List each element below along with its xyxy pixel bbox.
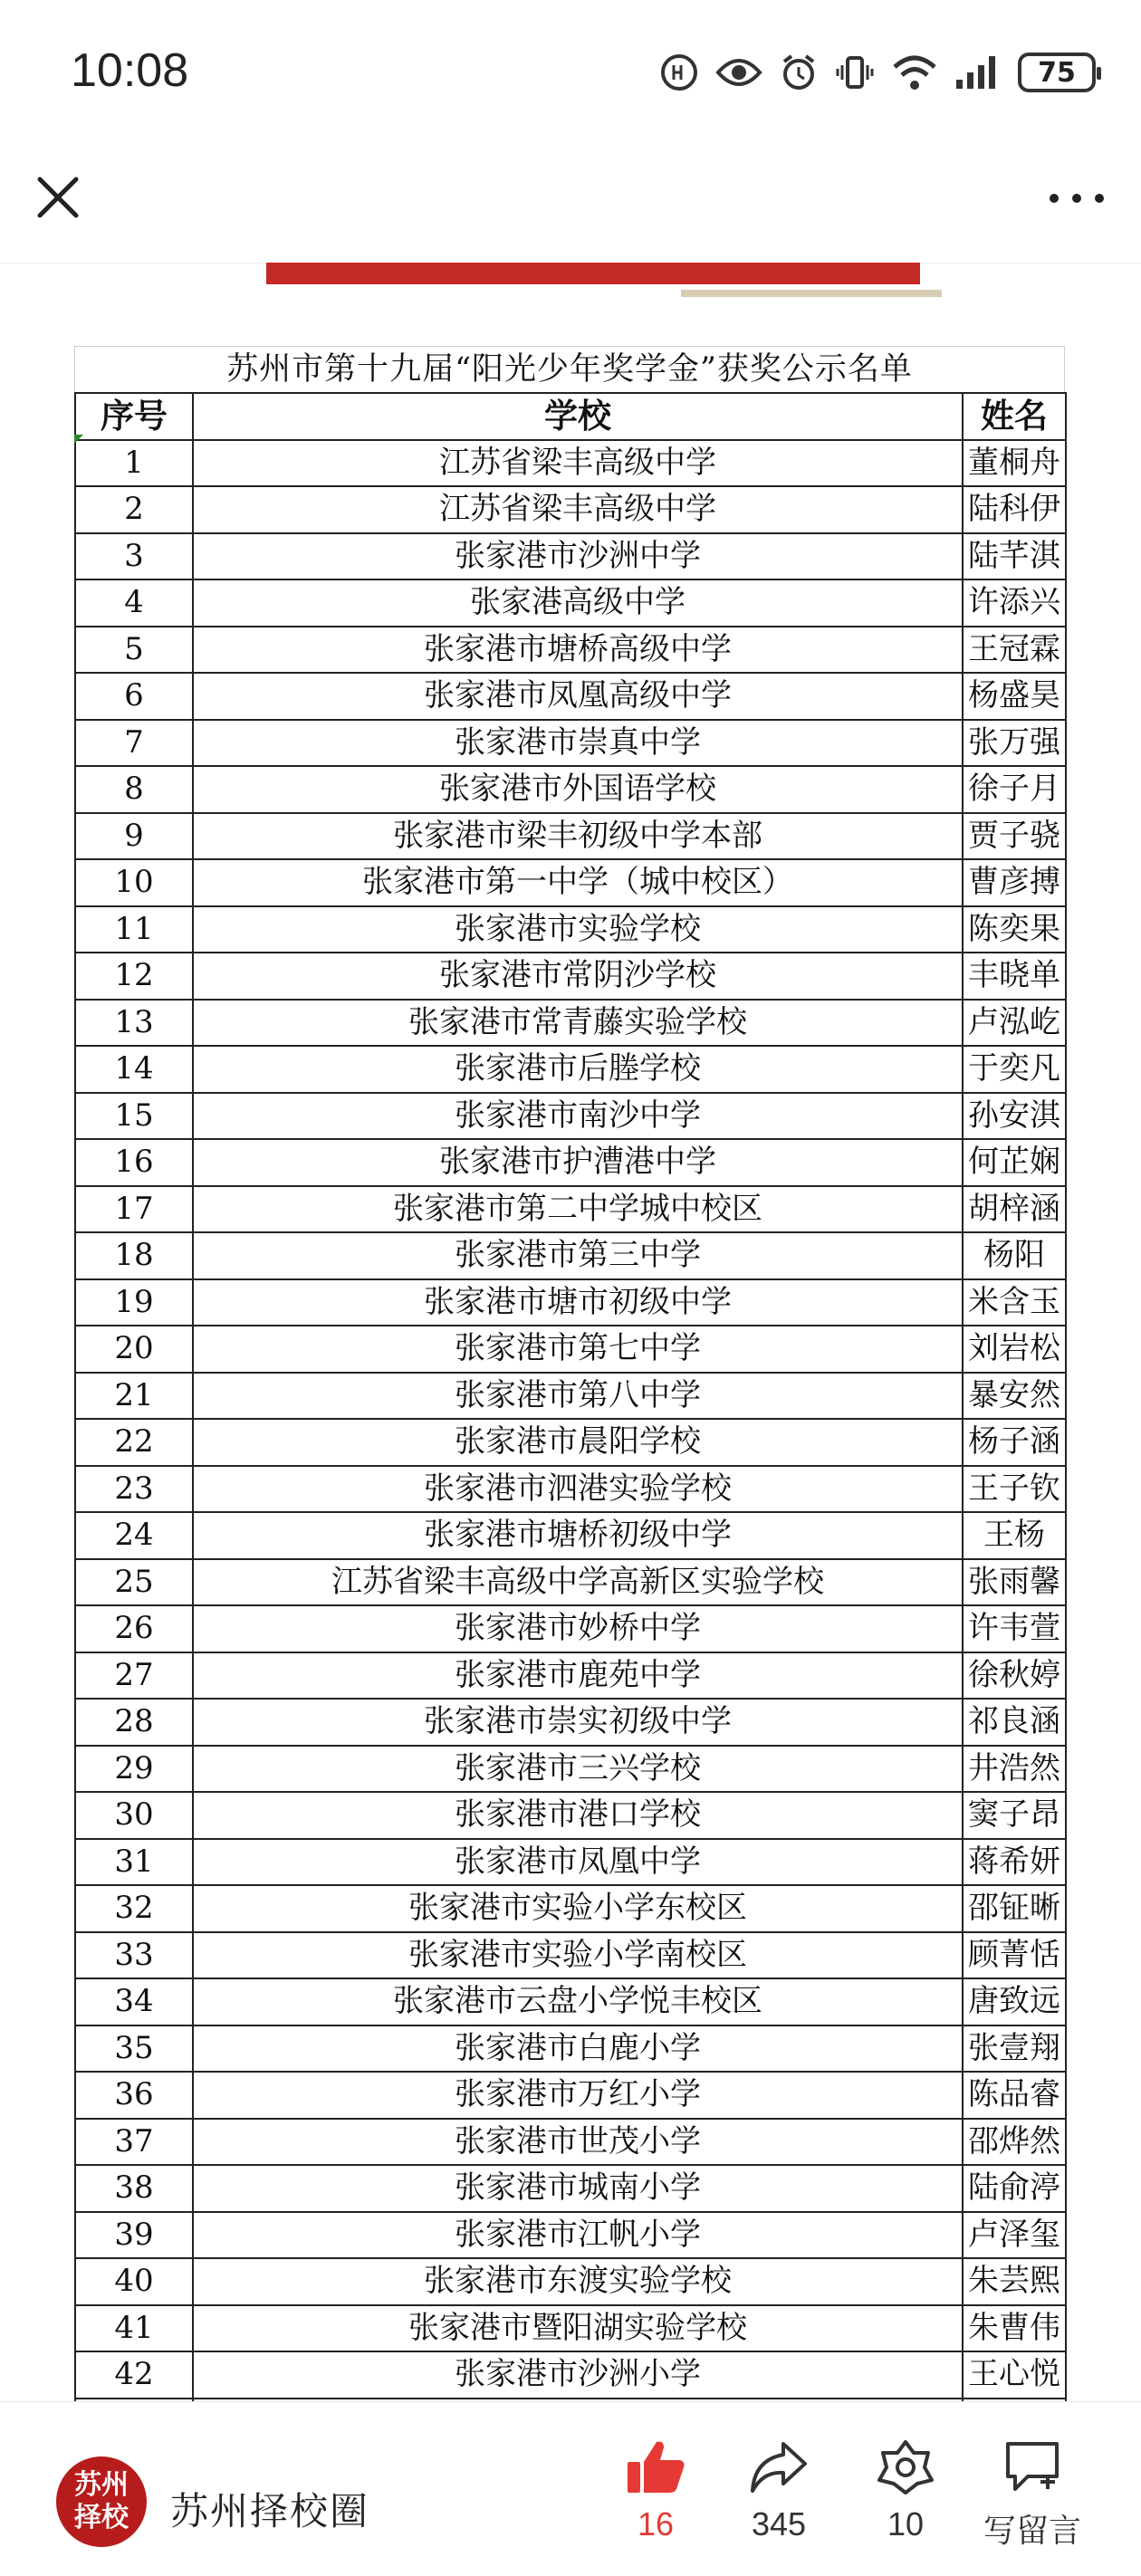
row-student-name: 唐致远 [963,1978,1066,2025]
row-number: 18 [75,1232,193,1279]
row-school: 张家港市塘桥高级中学 [193,627,963,674]
favorite-icon [874,2438,937,2496]
thumbs-up-icon [624,2438,687,2496]
table-title: 苏州市第十九届“阳光少年奖学金”获奖公示名单 [74,346,1065,392]
row-number: 7 [75,720,193,767]
table-row [75,2025,1066,2073]
row-student-name: 井浩然 [963,1746,1066,1793]
row-student-name: 胡梓涵 [963,1186,1066,1233]
favorite-count: 10 [887,2505,925,2542]
close-icon[interactable] [33,172,83,223]
status-time: 10:08 [71,44,189,97]
row-school: 张家港市南沙中学 [193,1093,963,1140]
table-row [75,1466,1066,1513]
row-school: 张家港市崇实初级中学 [193,1699,963,1746]
row-student-name: 曹彦搏 [963,859,1066,906]
table-row [75,1139,1066,1186]
row-school: 张家港市晨阳学校 [193,1419,963,1466]
table-row [75,1279,1066,1326]
comment-label: 写留言 [983,2513,1081,2550]
row-school: 张家港市沙洲小学 [193,2351,963,2399]
row-school: 江苏省梁丰高级中学 [193,486,963,533]
row-student-name: 祁良涵 [963,1699,1066,1746]
row-school: 张家港市塘市初级中学 [193,1279,963,1326]
row-school: 张家港市崇真中学 [193,720,963,767]
row-student-name: 刘岩松 [963,1326,1066,1373]
header-school: 学校 [193,393,963,440]
row-number: 16 [75,1139,193,1186]
row-student-name: 杨子涵 [963,1419,1066,1466]
row-student-name: 蒋希妍 [963,1839,1066,1886]
row-number: 8 [75,766,193,813]
table-row [75,813,1066,860]
row-number: 20 [75,1326,193,1373]
signal-icon [954,54,1002,91]
row-number: 28 [75,1699,193,1746]
row-student-name: 陆俞渟 [963,2165,1066,2212]
row-student-name: 邵钲晰 [963,1885,1066,1932]
row-student-name: 张壹翔 [963,2025,1066,2073]
favorite-button[interactable] [851,2438,960,2543]
table-row [75,1652,1066,1700]
table-row [75,440,1066,487]
row-student-name: 陈奕果 [963,906,1066,953]
row-number: 30 [75,1792,193,1839]
table-row [75,1373,1066,1420]
table-row [75,486,1066,533]
row-student-name: 卢泽玺 [963,2212,1066,2259]
table-row [75,1093,1066,1140]
row-student-name: 杨阳 [963,1232,1066,1279]
row-school: 张家港市白鹿小学 [193,2025,963,2073]
wifi-icon [891,53,938,92]
row-student-name: 贾子骁 [963,813,1066,860]
more-icon[interactable] [1045,185,1108,212]
row-number: 6 [75,673,193,720]
row-number: 4 [75,579,193,627]
row-school: 张家港市实验小学南校区 [193,1932,963,1979]
like-count: 16 [637,2505,675,2542]
row-number: 37 [75,2119,193,2166]
row-number: 9 [75,813,193,860]
avatar[interactable] [56,2456,147,2547]
row-school: 张家港市实验小学东校区 [193,1885,963,1932]
row-student-name: 陆芊淇 [963,533,1066,580]
status-bar [0,0,1141,145]
row-student-name: 朱芸熙 [963,2258,1066,2305]
row-number: 2 [75,486,193,533]
table-row [75,579,1066,627]
row-number: 36 [75,2072,193,2119]
row-school: 张家港高级中学 [193,579,963,627]
row-student-name: 陈品睿 [963,2072,1066,2119]
status-icons [659,47,1096,98]
table-row [75,1885,1066,1932]
table-row [75,2258,1066,2305]
row-student-name: 窦子昂 [963,1792,1066,1839]
table-body [75,440,1066,2492]
row-school: 张家港市常青藤实验学校 [193,1000,963,1047]
row-school: 张家港市鹿苑中学 [193,1652,963,1700]
row-number: 14 [75,1046,193,1093]
row-number: 23 [75,1466,193,1513]
row-number: 21 [75,1373,193,1420]
row-number: 11 [75,906,193,953]
banner-beige-bar [681,290,942,297]
table-row [75,2305,1066,2352]
row-school: 张家港市第二中学城中校区 [193,1186,963,1233]
table-row [75,1699,1066,1746]
bottom-bar [0,2401,1141,2576]
row-school: 张家港市实验学校 [193,906,963,953]
row-number: 27 [75,1652,193,1700]
row-student-name: 徐秋婷 [963,1652,1066,1700]
table-row [75,720,1066,767]
row-school: 张家港市云盘小学悦丰校区 [193,1978,963,2025]
row-school: 张家港市三兴学校 [193,1746,963,1793]
row-student-name: 于奕凡 [963,1046,1066,1093]
table-row [75,1605,1066,1652]
row-student-name: 王子钦 [963,1466,1066,1513]
comment-button[interactable] [978,2438,1087,2552]
row-number: 17 [75,1186,193,1233]
row-student-name: 暴安然 [963,1373,1066,1420]
row-number: 35 [75,2025,193,2073]
share-count: 345 [751,2505,807,2542]
avatar-text-bottom: 择校 [74,2502,129,2533]
row-number: 38 [75,2165,193,2212]
row-number: 25 [75,1559,193,1606]
table-row [75,906,1066,953]
row-school: 张家港市梁丰初级中学本部 [193,813,963,860]
cell-corner-mark [74,435,83,444]
row-student-name: 卢泓屹 [963,1000,1066,1047]
table-row [75,2351,1066,2399]
hd-call-icon [659,53,699,92]
row-school: 张家港市世茂小学 [193,2119,963,2166]
row-number: 24 [75,1512,193,1559]
row-student-name: 徐子月 [963,766,1066,813]
row-school: 张家港市沙洲中学 [193,533,963,580]
row-number: 15 [75,1093,193,1140]
row-school: 张家港市暨阳湖实验学校 [193,2305,963,2352]
table-row [75,1932,1066,1979]
row-student-name: 何芷娴 [963,1139,1066,1186]
table-row [75,1046,1066,1093]
row-school: 张家港市外国语学校 [193,766,963,813]
row-student-name: 王心悦 [963,2351,1066,2399]
avatar-text-top: 苏州 [74,2469,129,2501]
table-row [75,1000,1066,1047]
eye-icon [715,54,762,91]
table-row [75,673,1066,720]
row-number: 22 [75,1419,193,1466]
table-row [75,1232,1066,1279]
row-number: 31 [75,1839,193,1886]
row-number: 41 [75,2305,193,2352]
row-school: 张家港市江帆小学 [193,2212,963,2259]
row-school: 张家港市妙桥中学 [193,1605,963,1652]
row-number: 3 [75,533,193,580]
row-school: 张家港市凤凰高级中学 [193,673,963,720]
table-row [75,1186,1066,1233]
row-number: 32 [75,1885,193,1932]
account-name[interactable]: 苏州择校圈 [170,2489,370,2533]
row-number: 29 [75,1746,193,1793]
row-student-name: 丰晓单 [963,953,1066,1000]
row-student-name: 陆科伊 [963,486,1066,533]
row-number: 19 [75,1279,193,1326]
row-school: 张家港市第七中学 [193,1326,963,1373]
row-school: 张家港市东渡实验学校 [193,2258,963,2305]
banner-red-bar [266,263,920,284]
row-school: 张家港市泗港实验学校 [193,1466,963,1513]
table-row [75,1839,1066,1886]
row-school: 张家港市第一中学（城中校区） [193,859,963,906]
row-school: 江苏省梁丰高级中学高新区实验学校 [193,1559,963,1606]
table-row [75,766,1066,813]
table-row [75,1326,1066,1373]
row-school: 张家港市凤凰中学 [193,1839,963,1886]
row-number: 12 [75,953,193,1000]
battery-indicator: 75 [1018,53,1096,92]
award-list-table [74,346,1065,2493]
row-student-name: 米含玉 [963,1279,1066,1326]
row-number: 40 [75,2258,193,2305]
table-row [75,533,1066,580]
share-icon [747,2438,810,2496]
row-school: 张家港市护漕港中学 [193,1139,963,1186]
table-row [75,859,1066,906]
table-row [75,627,1066,674]
row-number: 5 [75,627,193,674]
table-row [75,1978,1066,2025]
nav-bar [0,145,1141,263]
comment-icon [1001,2438,1064,2496]
header-name: 姓名 [963,393,1066,440]
row-number: 10 [75,859,193,906]
row-school: 张家港市第三中学 [193,1232,963,1279]
row-school: 张家港市塘桥初级中学 [193,1512,963,1559]
row-school: 张家港市港口学校 [193,1792,963,1839]
table-row [75,1792,1066,1839]
table-row [75,1419,1066,1466]
row-student-name: 杨盛昊 [963,673,1066,720]
table-row [75,2165,1066,2212]
like-button[interactable] [601,2438,710,2543]
row-number: 13 [75,1000,193,1047]
table-header-row [75,393,1066,440]
row-school: 张家港市常阴沙学校 [193,953,963,1000]
row-student-name: 邵烨然 [963,2119,1066,2166]
table-row [75,2072,1066,2119]
row-student-name: 王杨 [963,1512,1066,1559]
table-row [75,953,1066,1000]
row-number: 26 [75,1605,193,1652]
row-student-name: 董桐舟 [963,440,1066,487]
row-number: 34 [75,1978,193,2025]
award-table [74,392,1067,2493]
row-school: 张家港市后塍学校 [193,1046,963,1093]
row-student-name: 顾菁恬 [963,1932,1066,1979]
row-number: 39 [75,2212,193,2259]
row-student-name: 孙安淇 [963,1093,1066,1140]
row-student-name: 王冠霖 [963,627,1066,674]
table-row [75,2212,1066,2259]
header-number: 序号 [75,393,193,440]
table-row [75,1559,1066,1606]
row-number: 1 [75,440,193,487]
row-school: 江苏省梁丰高级中学 [193,440,963,487]
row-school: 张家港市第八中学 [193,1373,963,1420]
row-student-name: 朱曹伟 [963,2305,1066,2352]
row-school: 张家港市万红小学 [193,2072,963,2119]
share-button[interactable] [724,2438,833,2543]
vibrate-icon [835,53,875,92]
alarm-icon [779,53,819,92]
row-number: 33 [75,1932,193,1979]
row-student-name: 张万强 [963,720,1066,767]
row-number: 42 [75,2351,193,2399]
row-student-name: 许韦萱 [963,1605,1066,1652]
table-row [75,1746,1066,1793]
table-row [75,1512,1066,1559]
table-row [75,2119,1066,2166]
row-student-name: 张雨馨 [963,1559,1066,1606]
row-student-name: 许添兴 [963,579,1066,627]
row-school: 张家港市城南小学 [193,2165,963,2212]
